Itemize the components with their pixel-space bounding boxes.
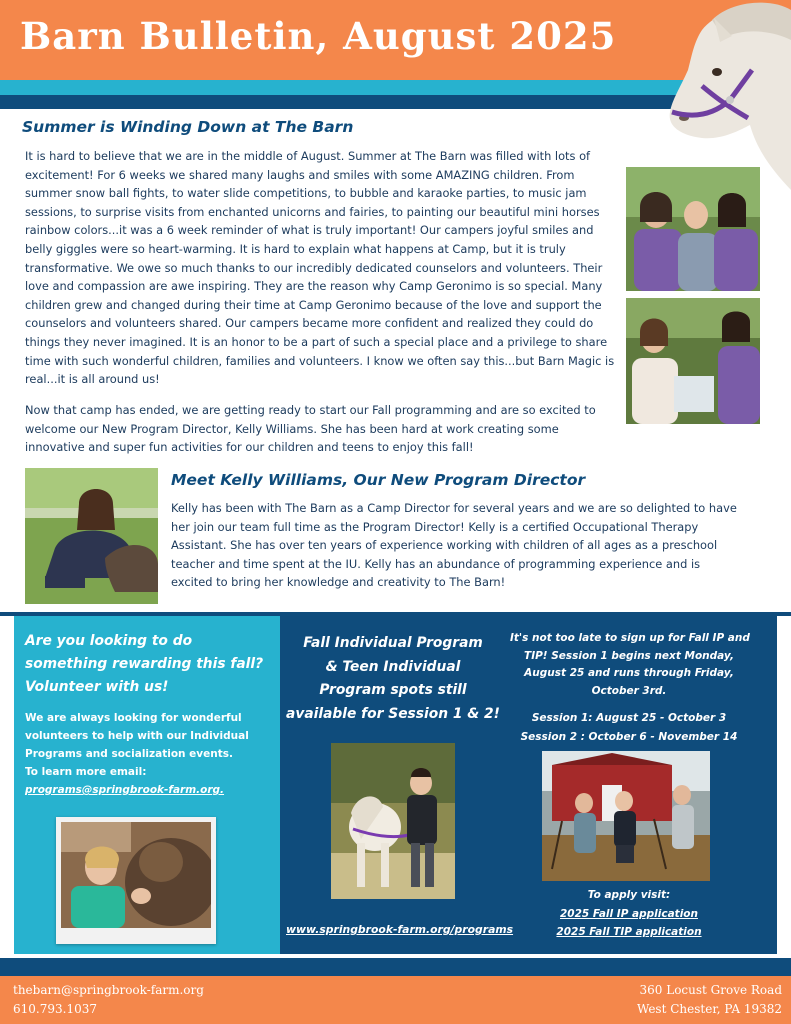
volunteer-heading-line: Volunteer with us! <box>25 679 169 695</box>
kelly-with-pony-photo <box>25 468 158 604</box>
fall-program-heading <box>280 632 506 726</box>
signup-line: TIP! Session 1 begins next Monday, <box>524 649 734 662</box>
volunteer-body-line: volunteers to help with our Individual <box>25 730 249 742</box>
kelly-heading: Meet Kelly Williams, Our New Program Director <box>171 471 586 489</box>
apply-label: To apply visit: <box>587 889 671 901</box>
fall-tip-application-link[interactable]: 2025 Fall TIP application <box>556 926 702 938</box>
kelly-paragraph: Kelly has been with The Barn as a Camp Director for several years and we are so delighted to have her join our team full time as the Program Director! Kelly is a certified Occupational Therapy Assistant. She has over ten years of experience working with children of all ages as a preschool teacher and time spent at the IU. Kelly has an abundance of programming experience and is excited to bring her knowledge and creativity to The Barn! <box>171 501 737 590</box>
volunteer-email-link[interactable]: programs@springbrook-farm.org. <box>25 784 225 796</box>
signup-line: August 25 and runs through Friday, <box>524 667 734 679</box>
session-1-dates: Session 1: August 25 - October 3 <box>531 712 727 724</box>
campers-hug-photo <box>626 167 760 291</box>
session-2-dates: Session 2 : October 6 - November 14 <box>520 730 738 743</box>
volunteer-polaroid <box>56 817 216 944</box>
summer-heading: Summer is Winding Down at The Barn <box>22 118 354 136</box>
signup-line: October 3rd. <box>591 684 667 697</box>
footer-email[interactable]: thebarn@springbrook-farm.org <box>13 983 204 997</box>
pony-photo <box>662 0 791 190</box>
campers-activity-photo <box>626 298 760 424</box>
signup-info <box>510 630 748 700</box>
session-dates <box>510 709 748 746</box>
child-leading-pony-photo <box>331 743 455 899</box>
fall-program-heading-line: available for Session 1 & 2! <box>286 705 500 722</box>
footer-phone: 610.793.1037 <box>13 1002 97 1016</box>
volunteer-heading-line: something rewarding this fall? <box>25 656 264 672</box>
volunteer-body-line: We are always looking for wonderful <box>25 712 242 724</box>
summer-paragraph-2: Now that camp has ended, we are getting ready to start our Fall programming and are so excited to welcome our New Program Director, Kelly Williams. She has been hard at work creating some innovative and super fun activities for our children and teens to enjoy this fall! <box>25 403 596 455</box>
volunteer-heading-line: Are you looking to do <box>25 633 193 649</box>
summer-paragraph-1: It is hard to believe that we are in the middle of August. Summer at The Barn was filled with lots of excitement! For 6 weeks we shared many laughs and smiles with some AMAZING children. From summer snow ball fights, to water slide competitions, to bubble and karaoke parties, to music jam sessions, to surprise visits from enchanted unicorns and fairies, to painting our beautiful mini horses rainbow colors...it was a 6 week reminder of what is truly important! Our campers joyful smiles and belly giggles were so heart-warming. It is hard to explain what happens at Camp, but it is truly transformative. We owe so much thanks to our incredibly dedicated counselors and volunteers. Their love and compassion are awe inspiring. They are the reason why Camp Geronimo is so special. Many children grew and changed during their time at Camp Geronimo because of the love and support the counselors and volunteers shared. Our campers became more confident and realized they could do things they never imagined. It is an honor to be a part of such a special place and a privilege to share time with such wonderful children, families and volunteers. I know we often say this...but Barn Magic is real...it is all around us! <box>25 149 615 387</box>
fall-ip-application-link[interactable]: 2025 Fall IP application <box>560 907 698 920</box>
volunteer-body <box>25 709 249 799</box>
apply-info <box>510 886 748 942</box>
footer-address-line: 360 Locust Grove Road <box>639 983 782 997</box>
programs-link[interactable]: www.springbrook-farm.org/programs <box>286 923 514 936</box>
footer-address <box>590 981 782 1019</box>
newsletter-title: Barn Bulletin, August 2025 <box>20 14 617 58</box>
signup-line: It's not too late to sign up for Fall IP and <box>510 632 750 644</box>
volunteer-body-line: Programs and socialization events. <box>25 748 233 760</box>
child-with-alpaca-photo <box>61 822 211 928</box>
footer-stripe <box>0 958 791 976</box>
volunteer-heading <box>25 630 263 699</box>
fall-program-heading-line: Fall Individual Program <box>303 635 483 651</box>
footer-contact <box>13 981 204 1019</box>
volunteer-body-line: To learn more email: <box>25 766 147 778</box>
teens-raking-leaves-photo <box>542 751 710 881</box>
fall-program-heading-line: & Teen Individual <box>325 658 461 675</box>
fall-program-heading-line: Program spots still <box>319 682 467 698</box>
footer-address-line: West Chester, PA 19382 <box>636 1002 782 1016</box>
